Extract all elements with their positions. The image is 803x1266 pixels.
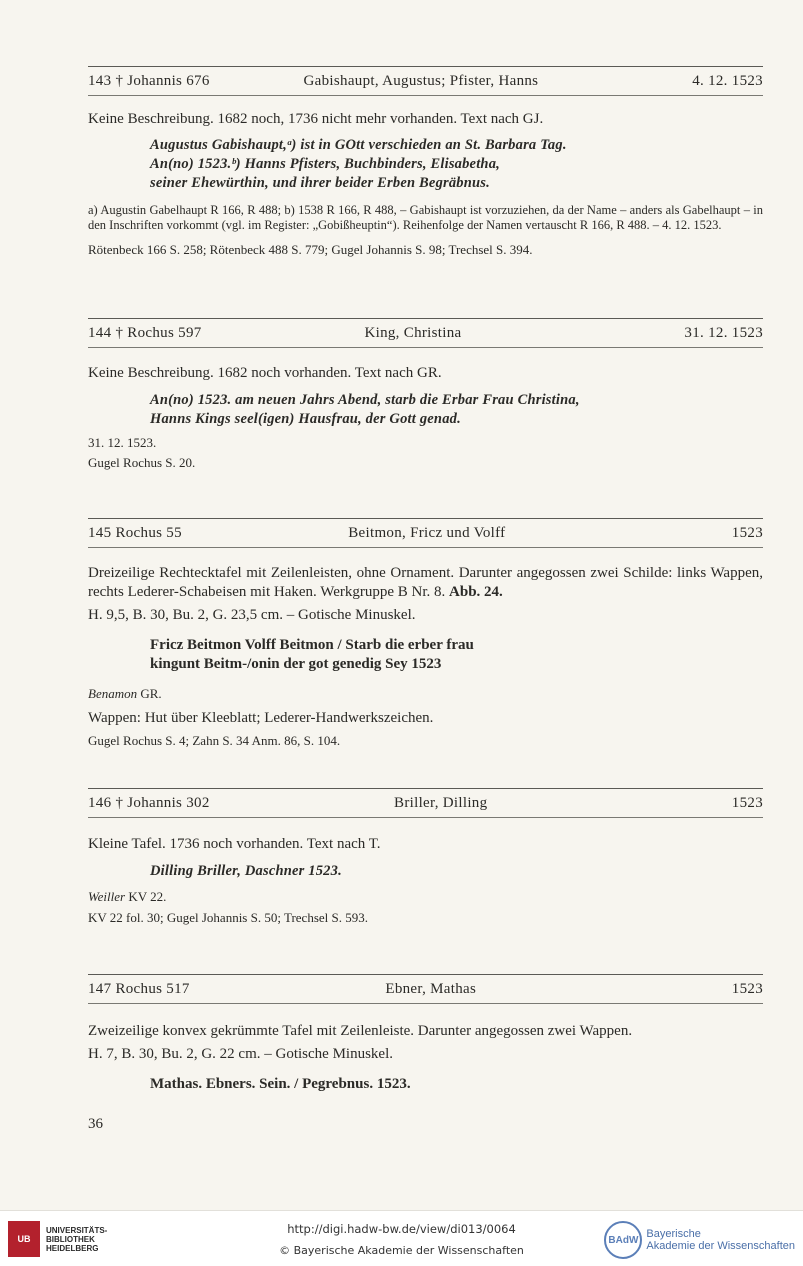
entry-header	[88, 319, 763, 347]
academy-name-line: Bayerische	[646, 1228, 701, 1240]
entry-147	[88, 974, 763, 1094]
inscription-line: Hanns Kings seel(igen) Hausfrau, der Gott genad.	[150, 411, 461, 427]
entry-number-location: 143 † Johannis 676	[88, 73, 210, 89]
entry-number-location: 145 Rochus 55	[88, 525, 182, 541]
inscription-line: seiner Ehewürthin, und ihrer beider Erben Begräbnus.	[150, 175, 490, 191]
library-seal-icon: UB	[8, 1221, 40, 1257]
entry-date: 1523	[731, 981, 763, 997]
dimensions: H. 7, B. 30, Bu. 2, G. 22 cm. – Gotische Minuskel.	[88, 1046, 393, 1062]
inscription-line: Dilling Briller, Daschner 1523.	[150, 863, 342, 879]
inscription-block	[88, 391, 763, 429]
inscription-block	[88, 862, 763, 881]
bottom-rule	[88, 347, 763, 348]
entry-date: 1523	[731, 795, 763, 811]
entry-145	[88, 518, 763, 749]
inscription-line: An(no) 1523.ᵇ) Hanns Pfisters, Buchbinders, Elisabetha,	[150, 156, 500, 172]
variant-reading	[88, 686, 763, 702]
references: Rötenbeck 166 S. 258; Rötenbeck 488 S. 779; Gugel Johannis S. 98; Trechsel S. 394.	[88, 242, 533, 257]
entry-header	[88, 789, 763, 817]
variant-source: KV 22.	[125, 889, 167, 904]
entry-description: Zweizeilige konvex gekrümmte Tafel mit Zeilenleiste. Darunter angegossen zwei Wappen.	[88, 1023, 633, 1039]
page-number: 36	[88, 1116, 103, 1132]
references: KV 22 fol. 30; Gugel Johannis S. 50; Trechsel S. 593.	[88, 910, 368, 925]
bottom-rule	[88, 547, 763, 548]
variant-text: Weiller	[88, 889, 126, 904]
references: Gugel Rochus S. 20.	[88, 455, 196, 470]
entry-description	[88, 564, 763, 602]
academy-crest-icon: BAdW	[604, 1221, 642, 1259]
bottom-rule	[88, 95, 763, 96]
entry-names: Beitmon, Fricz und Volff	[348, 525, 506, 541]
academy-name	[646, 1228, 795, 1252]
entry-names: Briller, Dilling	[394, 795, 488, 811]
entry-description: Keine Beschreibung. 1682 noch, 1736 nicht mehr vorhanden. Text nach GJ.	[88, 111, 544, 127]
bottom-rule	[88, 1003, 763, 1004]
date-line: 31. 12. 1523.	[88, 435, 157, 450]
variant-reading	[88, 889, 763, 905]
entry-date: 4. 12. 1523	[692, 73, 763, 89]
inscription-block	[88, 636, 763, 674]
inscription-line: Augustus Gabishaupt,ᵃ) ist in GOtt verschieden an St. Barbara Tag.	[150, 137, 567, 153]
entry-header	[88, 975, 763, 1003]
inscription-line: Mathas. Ebners. Sein. / Pegrebnus. 1523.	[150, 1076, 411, 1092]
entry-143	[88, 66, 763, 258]
library-name-line: BIBLIOTHEK	[46, 1234, 95, 1244]
entry-header	[88, 67, 763, 95]
entry-number-location: 146 † Johannis 302	[88, 795, 210, 811]
entry-description: Keine Beschreibung. 1682 noch vorhanden. Text nach GR.	[88, 365, 442, 381]
inscription-line: Fricz Beitmon Volff Beitmon / Starb die erber frau	[150, 637, 474, 653]
entry-names: Gabishaupt, Augustus; Pfister, Hanns	[303, 73, 539, 89]
inscription-block	[88, 136, 763, 193]
inscription-block	[88, 1075, 763, 1094]
academy-logo[interactable]	[604, 1221, 795, 1259]
entry-date: 1523	[731, 525, 763, 541]
figure-reference: Abb. 24.	[449, 584, 503, 600]
library-name-line: UNIVERSITÄTS-	[46, 1225, 108, 1235]
entry-names: Ebner, Mathas	[385, 981, 477, 997]
entry-number-location: 147 Rochus 517	[88, 981, 190, 997]
library-name-line: HEIDELBERG	[46, 1243, 99, 1253]
entry-header	[88, 519, 763, 547]
references: Gugel Rochus S. 4; Zahn S. 34 Anm. 86, S. 104.	[88, 733, 341, 748]
entry-names: King, Christina	[364, 325, 462, 341]
entry-number-location: 144 † Rochus 597	[88, 325, 202, 341]
wappen-description: Wappen: Hut über Kleeblatt; Lederer-Handwerkszeichen.	[88, 710, 434, 726]
bottom-rule	[88, 817, 763, 818]
variant-source: GR.	[137, 686, 162, 701]
entry-146	[88, 788, 763, 926]
description-text: Dreizeilige Rechtecktafel mit Zeilenleisten, ohne Ornament. Darunter angegossen zwei Schilde: links Wappen, rechts Lederer-Schabeisen mit Haken. Werkgruppe B Nr. 8.	[88, 565, 763, 600]
viewer-footer	[0, 1210, 803, 1266]
academy-name-line: Akademie der Wissenschaften	[646, 1240, 795, 1252]
permalink-url[interactable]: http://digi.hadw-bw.de/view/di013/0064	[287, 1222, 516, 1236]
entry-description: Kleine Tafel. 1736 noch vorhanden. Text nach T.	[88, 836, 381, 852]
inscription-line: An(no) 1523. am neuen Jahrs Abend, starb die Erbar Frau Christina,	[150, 392, 580, 408]
footnote: a) Augustin Gabelhaupt R 166, R 488; b) 1538 R 166, R 488, – Gabishaupt ist vorzuziehen, da der Name – anders als Gabelhaupt – in den Inschriften vorkommt (vgl. im Register: „Gobißheuptin“). Reihenfolge der Namen vertauscht R 166, R 488. – 4. 12. 1523.	[88, 203, 763, 232]
copyright-notice: © Bayerische Akademie der Wissenschaften	[279, 1244, 524, 1257]
entry-144	[88, 318, 763, 471]
dimensions: H. 9,5, B. 30, Bu. 2, G. 23,5 cm. – Gotische Minuskel.	[88, 607, 416, 623]
inscription-line: kingunt Beitm-/onin der got genedig Sey 1523	[150, 656, 442, 672]
entry-date: 31. 12. 1523	[684, 325, 763, 341]
variant-text: Benamon	[88, 686, 138, 701]
